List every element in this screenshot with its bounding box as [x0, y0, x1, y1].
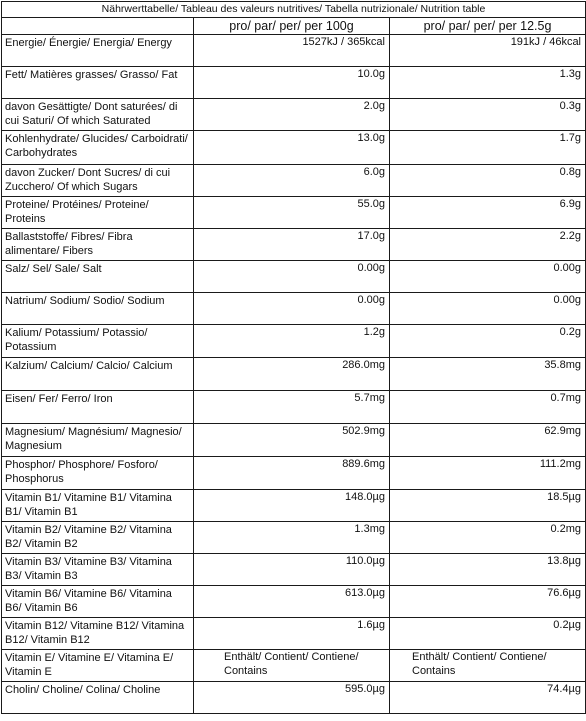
- nutrient-label: Magnesium/ Magnésium/ Magnesio/ Magnesium: [2, 424, 194, 457]
- nutrient-label: Ballaststoffe/ Fibres/ Fibra alimentare/ Fibers: [2, 229, 194, 261]
- value-per-serving: 1.3g: [390, 67, 586, 99]
- value-per-serving: 0.7mg: [390, 391, 586, 424]
- table-row: [2, 618, 586, 650]
- nutrient-label: Vitamin B1/ Vitamine B1/ Vitamina B1/ Vitamin B1: [2, 490, 194, 522]
- table-row: [2, 293, 586, 325]
- nutrient-label: Phosphor/ Phosphore/ Fosforo/ Phosphorus: [2, 457, 194, 490]
- table-row: [2, 522, 586, 554]
- nutrient-label: davon Zucker/ Dont Sucres/ di cui Zucchero/ Of which Sugars: [2, 165, 194, 197]
- value-per-serving: 0.00g: [390, 261, 586, 293]
- value-per-serving: Enthält/ Contient/ Contiene/ Contains: [390, 650, 586, 682]
- value-per-serving: 0.00g: [390, 293, 586, 325]
- table-row: [2, 391, 586, 424]
- table-row: [2, 99, 586, 131]
- value-per-100g: 0.00g: [194, 261, 390, 293]
- nutrient-label: Salz/ Sel/ Sale/ Salt: [2, 261, 194, 293]
- label-column-header: [2, 18, 194, 35]
- value-per-serving: 35.8mg: [390, 358, 586, 391]
- per-100g-header: pro/ par/ per/ per 100g: [194, 18, 390, 35]
- value-per-100g: 1.2g: [194, 325, 390, 358]
- value-per-serving: 0.2mg: [390, 522, 586, 554]
- nutrient-label: Cholin/ Choline/ Colina/ Choline: [2, 682, 194, 714]
- nutrition-table: [1, 1, 586, 714]
- table-row: [2, 197, 586, 229]
- value-per-serving: 2.2g: [390, 229, 586, 261]
- value-per-100g: 1.3mg: [194, 522, 390, 554]
- value-per-100g: 1.6µg: [194, 618, 390, 650]
- table-row: [2, 424, 586, 457]
- value-per-100g: 286.0mg: [194, 358, 390, 391]
- nutrient-label: Kalzium/ Calcium/ Calcio/ Calcium: [2, 358, 194, 391]
- value-per-serving: 74.4µg: [390, 682, 586, 714]
- value-per-100g: Enthält/ Contient/ Contiene/ Contains: [194, 650, 390, 682]
- value-per-100g: 55.0g: [194, 197, 390, 229]
- value-per-serving: 0.3g: [390, 99, 586, 131]
- value-per-100g: 6.0g: [194, 165, 390, 197]
- table-row: [2, 67, 586, 99]
- value-per-serving: 0.8g: [390, 165, 586, 197]
- table-row: [2, 457, 586, 490]
- nutrient-label: Vitamin B12/ Vitamine B12/ Vitamina B12/ Vitamin B12: [2, 618, 194, 650]
- nutrient-label: Kalium/ Potassium/ Potassio/ Potassium: [2, 325, 194, 358]
- table-row: [2, 229, 586, 261]
- table-row: [2, 325, 586, 358]
- value-per-serving: 191kJ / 46kcal: [390, 35, 586, 67]
- table-row: [2, 586, 586, 618]
- nutrient-label: Eisen/ Fer/ Ferro/ Iron: [2, 391, 194, 424]
- value-per-100g: 1527kJ / 365kcal: [194, 35, 390, 67]
- nutrient-label: Vitamin B6/ Vitamine B6/ Vitamina B6/ Vitamin B6: [2, 586, 194, 618]
- value-per-serving: 111.2mg: [390, 457, 586, 490]
- value-per-100g: 5.7mg: [194, 391, 390, 424]
- value-per-serving: 13.8µg: [390, 554, 586, 586]
- value-per-100g: 2.0g: [194, 99, 390, 131]
- table-row: [2, 261, 586, 293]
- value-per-100g: 17.0g: [194, 229, 390, 261]
- value-per-100g: 613.0µg: [194, 586, 390, 618]
- table-row: [2, 490, 586, 522]
- value-per-100g: 889.6mg: [194, 457, 390, 490]
- table-row: [2, 165, 586, 197]
- per-serving-header: pro/ par/ per/ per 12.5g: [390, 18, 586, 35]
- nutrient-label: Vitamin B2/ Vitamine B2/ Vitamina B2/ Vitamin B2: [2, 522, 194, 554]
- nutrient-label: Natrium/ Sodium/ Sodio/ Sodium: [2, 293, 194, 325]
- value-per-serving: 1.7g: [390, 131, 586, 165]
- table-row: [2, 358, 586, 391]
- value-per-100g: 10.0g: [194, 67, 390, 99]
- table-row: [2, 554, 586, 586]
- table-row: [2, 131, 586, 165]
- value-per-100g: 502.9mg: [194, 424, 390, 457]
- value-per-100g: 110.0µg: [194, 554, 390, 586]
- nutrient-label: Proteine/ Protéines/ Proteine/ Proteins: [2, 197, 194, 229]
- table-row: [2, 650, 586, 682]
- value-per-serving: 18.5µg: [390, 490, 586, 522]
- value-per-serving: 76.6µg: [390, 586, 586, 618]
- nutrient-label: davon Gesättigte/ Dont saturées/ di cui Saturi/ Of which Saturated: [2, 99, 194, 131]
- table-title: Nährwerttabelle/ Tableau des valeurs nutritives/ Tabella nutrizionale/ Nutrition table: [2, 2, 586, 18]
- value-per-serving: 6.9g: [390, 197, 586, 229]
- value-per-100g: 13.0g: [194, 131, 390, 165]
- nutrient-label: Kohlenhydrate/ Glucides/ Carboidrati/ Carbohydrates: [2, 131, 194, 165]
- nutrition-sheet: [0, 1, 586, 721]
- nutrient-label: Energie/ Énergie/ Energia/ Energy: [2, 35, 194, 67]
- value-per-100g: 148.0µg: [194, 490, 390, 522]
- value-per-100g: 0.00g: [194, 293, 390, 325]
- nutrient-label: Fett/ Matières grasses/ Grasso/ Fat: [2, 67, 194, 99]
- value-per-serving: 0.2g: [390, 325, 586, 358]
- value-per-serving: 62.9mg: [390, 424, 586, 457]
- nutrient-label: Vitamin B3/ Vitamine B3/ Vitamina B3/ Vitamin B3: [2, 554, 194, 586]
- value-per-100g: 595.0µg: [194, 682, 390, 714]
- table-row: [2, 35, 586, 67]
- value-per-serving: 0.2µg: [390, 618, 586, 650]
- table-row: [2, 682, 586, 714]
- nutrient-label: Vitamin E/ Vitamine E/ Vitamina E/ Vitamin E: [2, 650, 194, 682]
